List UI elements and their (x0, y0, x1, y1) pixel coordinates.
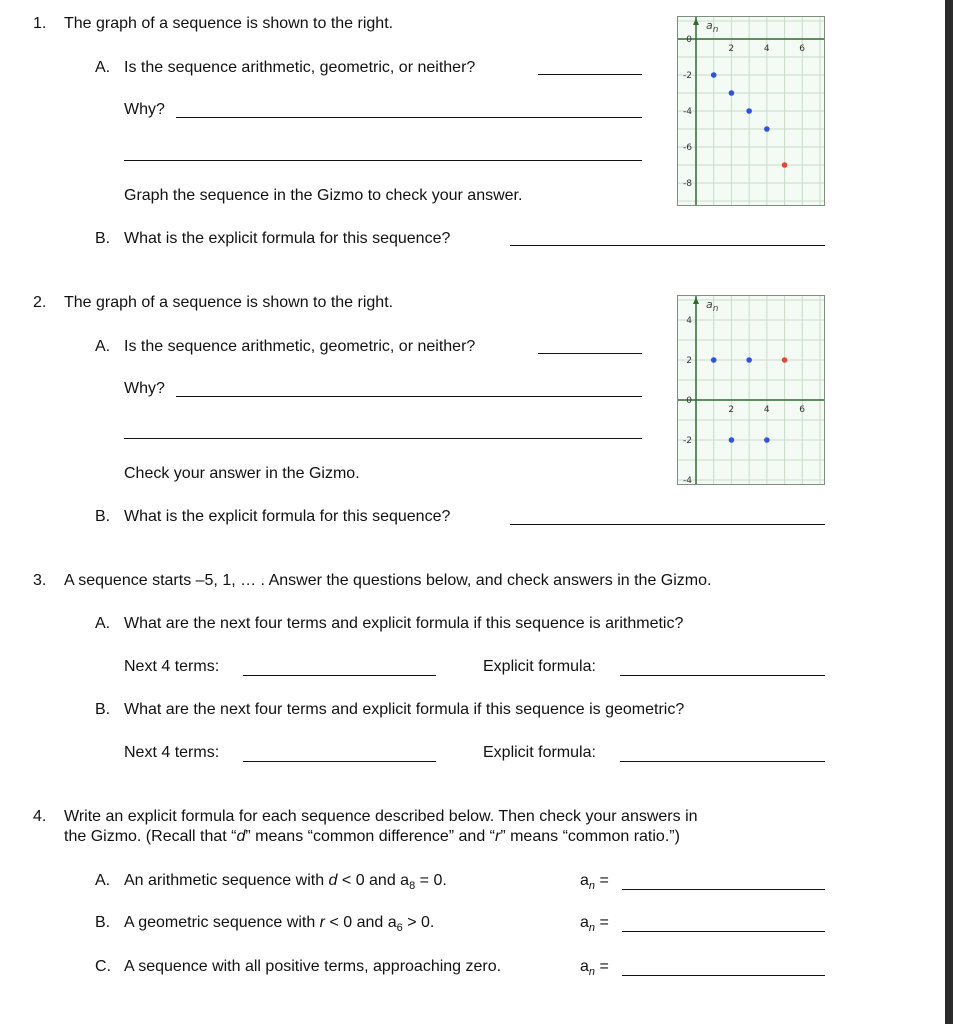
graph-1 (677, 16, 825, 206)
graph-1-y-tick-label: -4 (683, 107, 692, 117)
graph-1-point (729, 90, 735, 96)
graph-2-x-tick-label: 6 (799, 405, 806, 415)
q4-b-answer-line[interactable] (622, 931, 825, 932)
q2-why: Why? (124, 380, 165, 397)
q2-why-answer-line[interactable] (176, 396, 642, 397)
q1-why-answer-line[interactable] (176, 117, 642, 118)
q2-note: Check your answer in the Gizmo. (124, 465, 360, 482)
q1-why-answer-line-2[interactable] (124, 160, 642, 161)
graph-2-x-tick-label: 4 (763, 405, 770, 415)
graph-2-point (782, 357, 788, 363)
q4-a-text: An arithmetic sequence with d < 0 and $a_8 = 0$. (124, 872, 447, 893)
graph-2-point (764, 437, 770, 443)
q4-b-label: B. (95, 914, 111, 931)
q2-b-answer-line[interactable] (510, 524, 825, 525)
graph-1-point (711, 72, 717, 78)
q2-b-label: B. (95, 508, 111, 525)
q1-why: Why? (124, 101, 165, 118)
q1-a-label: A. (95, 59, 111, 76)
q4-a-label: A. (95, 872, 111, 889)
graph-1-y-tick-label: -8 (683, 179, 692, 189)
graph-1-x-tick-label: 6 (799, 44, 806, 54)
q2-a-text: Is the sequence arithmetic, geometric, or neither? (124, 338, 476, 355)
graph-2-y-tick-label: 4 (686, 316, 692, 326)
graph-2-y-tick-label: 0 (686, 396, 692, 406)
graph-1-point (764, 126, 770, 132)
q4-c-label: C. (95, 958, 111, 975)
graph-1-y-axis-label: $a_n$ (706, 19, 719, 35)
graph-1-x-tick-label: 4 (763, 44, 770, 54)
q4-b-text: A geometric sequence with r < 0 and $a_6 > 0$. (124, 914, 435, 935)
q1-b-text: What is the explicit formula for this sequence? (124, 230, 451, 247)
q3-a-explicit: Explicit formula: (483, 658, 596, 675)
q3-a-label: A. (95, 615, 111, 632)
graph-2-svg (678, 296, 824, 484)
q3-b-next-terms: Next 4 terms: (124, 744, 220, 761)
q3-number: 3. (33, 572, 47, 589)
graph-2-y-tick-label: -2 (683, 436, 692, 446)
graph-2-y-tick-label: -4 (683, 476, 692, 484)
q4-c-answer-line[interactable] (622, 975, 825, 976)
q3-a-next-terms-line[interactable] (243, 675, 436, 676)
q3-prompt: A sequence starts –5, 1, … . Answer the questions below, and check answers in the Gizmo. (64, 572, 712, 589)
graph-2-point (746, 357, 752, 363)
q4-c-text: A sequence with all positive terms, approaching zero. (124, 958, 502, 975)
graph-1-y-tick-label: -6 (683, 143, 692, 153)
q1-b-label: B. (95, 230, 111, 247)
q1-a-text: Is the sequence arithmetic, geometric, or neither? (124, 59, 476, 76)
q4-prompt-line1: Write an explicit formula for each sequence described below. Then check your answers in (64, 808, 698, 825)
q4-a-answer-line[interactable] (622, 889, 825, 890)
graph-2-point (729, 437, 735, 443)
q4-b-an: $a_n$ = (580, 914, 609, 935)
graph-2-y-tick-label: 2 (686, 356, 692, 366)
q3-a-text: What are the next four terms and explicit formula if this sequence is arithmetic? (124, 615, 684, 632)
q4-c-an: $a_n$ = (580, 958, 609, 979)
q4-prompt-line2: the Gizmo. (Recall that “d” means “common difference” and “r” means “common ratio.”) (64, 828, 680, 845)
q3-b-next-terms-line[interactable] (243, 761, 436, 762)
q1-a-answer-line[interactable] (538, 74, 642, 75)
graph-1-y-tick-label: -2 (683, 71, 692, 81)
graph-1-point (746, 108, 752, 114)
q2-why-answer-line-2[interactable] (124, 438, 642, 439)
graph-2 (677, 295, 825, 485)
q3-b-text: What are the next four terms and explicit formula if this sequence is geometric? (124, 701, 685, 718)
q3-a-next-terms: Next 4 terms: (124, 658, 220, 675)
graph-2-point (711, 357, 717, 363)
q3-a-explicit-line[interactable] (620, 675, 825, 676)
graph-2-y-axis-label: $a_n$ (706, 298, 719, 314)
q3-b-label: B. (95, 701, 111, 718)
q1-prompt: The graph of a sequence is shown to the right. (64, 15, 394, 32)
q3-b-explicit-line[interactable] (620, 761, 825, 762)
q1-note: Graph the sequence in the Gizmo to check your answer. (124, 187, 523, 204)
graph-2-x-tick-label: 2 (728, 405, 735, 415)
graph-1-svg (678, 17, 824, 205)
q1-number: 1. (33, 15, 47, 32)
q2-a-answer-line[interactable] (538, 353, 642, 354)
q3-b-explicit: Explicit formula: (483, 744, 596, 761)
q4-a-an: $a_n$ = (580, 872, 609, 893)
page-right-edge (945, 0, 953, 1024)
q2-prompt: The graph of a sequence is shown to the right. (64, 294, 394, 311)
graph-1-x-tick-label: 2 (728, 44, 735, 54)
graph-1-point (782, 162, 788, 168)
graph-1-y-tick-label: 0 (686, 35, 692, 45)
q4-number: 4. (33, 808, 47, 825)
q1-b-answer-line[interactable] (510, 245, 825, 246)
q2-b-text: What is the explicit formula for this sequence? (124, 508, 451, 525)
q2-number: 2. (33, 294, 47, 311)
q2-a-label: A. (95, 338, 111, 355)
